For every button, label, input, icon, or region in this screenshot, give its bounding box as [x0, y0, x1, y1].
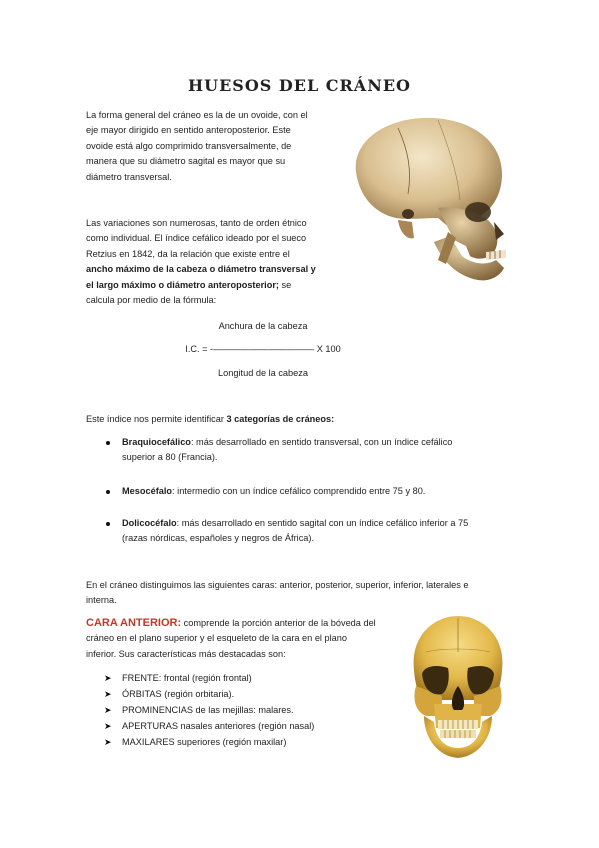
arrow-bullet-icon: ➤ — [104, 737, 112, 747]
intro-line: La forma general del cráneo es la de un ovoide, con el — [86, 110, 308, 120]
list-item: MAXILARES superiores (región maxilar) — [122, 737, 287, 747]
arrow-bullet-icon: ➤ — [104, 673, 112, 683]
variations-bold-line: el largo máximo o diámetro anteroposterior; — [86, 279, 279, 290]
variations-line: Retzius en 1842, da la relación que existe entre el — [86, 248, 290, 259]
category-description: (razas nórdicas, españoles y negros de África). — [122, 533, 315, 544]
intro-line: eje mayor dirigido en sentido anteroposterior. Este — [86, 125, 291, 136]
category-term: Mesocéfalo — [122, 486, 173, 496]
arrow-bullet-icon: ➤ — [104, 721, 112, 731]
category-term: Dolicocéfalo — [122, 518, 177, 528]
variations-line: calcula por medio de la fórmula: — [86, 295, 217, 306]
bullet-icon — [106, 441, 110, 445]
category-item — [122, 484, 542, 499]
category-description: : más desarrollado en sentido sagital con un índice cefálico inferior a 75 — [176, 518, 469, 528]
list-item: FRENTE: frontal (región frontal) — [122, 673, 252, 683]
category-item — [122, 516, 542, 547]
faces-line: En el cráneo distinguimos las siguientes caras: anterior, posterior, superior, inferior, laterales e — [86, 580, 469, 590]
arrow-bullet-icon: ➤ — [104, 689, 112, 699]
category-description: : intermedio con un índice cefálico comprendido entre 75 y 80. — [172, 486, 426, 496]
categories-intro-text: Este índice nos permite identificar — [86, 414, 227, 424]
formula-denominator: Longitud de la cabeza — [218, 368, 308, 378]
intro-paragraph — [86, 108, 308, 185]
formula-expression: I.C. = -——————————— X 100 — [185, 344, 341, 354]
bullet-icon — [106, 490, 110, 494]
intro-line: manera que su diámetro sagital es mayor que su — [86, 156, 286, 167]
formula-numerator: Anchura de la cabeza — [218, 321, 308, 331]
bullet-icon — [106, 522, 110, 526]
intro-line: diámetro transversal. — [86, 171, 172, 182]
category-item — [122, 435, 542, 466]
arrow-bullet-icon: ➤ — [104, 705, 112, 715]
skull-lateral-image — [338, 110, 520, 285]
category-description: superior a 80 (Francia). — [122, 452, 218, 463]
list-item: PROMINENCIAS de las mejillas: malares. — [122, 705, 294, 715]
intro-line: ovoide está algo comprimido transversalmente, de — [86, 140, 292, 151]
faces-line: interna. — [86, 595, 117, 606]
skull-frontal-image — [402, 612, 514, 760]
variations-line: Las variaciones son numerosas, tanto de orden étnico — [86, 218, 307, 228]
categories-intro — [86, 412, 334, 427]
list-item: ÓRBITAS (región orbitaria). — [122, 689, 235, 699]
page-title: HUESOS DEL CRÁNEO — [188, 76, 411, 95]
cara-anterior-text: inferior. Sus características más destacadas son: — [86, 648, 286, 659]
variations-line: como individual. El índice cefálico ideado por el sueco — [86, 233, 307, 244]
cara-anterior-text: cráneo en el plano superior y el esqueleto de la cara en el plano — [86, 633, 348, 644]
faces-paragraph — [86, 578, 526, 609]
cara-anterior-heading: CARA ANTERIOR: — [86, 617, 182, 629]
cara-anterior-paragraph — [86, 616, 396, 662]
variations-paragraph — [86, 216, 316, 308]
category-term: Braquiocefálico — [122, 437, 191, 447]
variations-bold-line: ancho máximo de la cabeza o diámetro transversal y — [86, 264, 316, 275]
variations-line: se — [278, 279, 292, 290]
cara-anterior-text: comprende la porción anterior de la bóveda del — [181, 618, 376, 628]
list-item: APERTURAS nasales anteriores (región nasal) — [122, 721, 315, 731]
categories-intro-bold: 3 categorías de cráneos: — [226, 414, 335, 424]
category-description: : más desarrollado en sentido transversal, con un índice cefálico — [190, 437, 453, 447]
